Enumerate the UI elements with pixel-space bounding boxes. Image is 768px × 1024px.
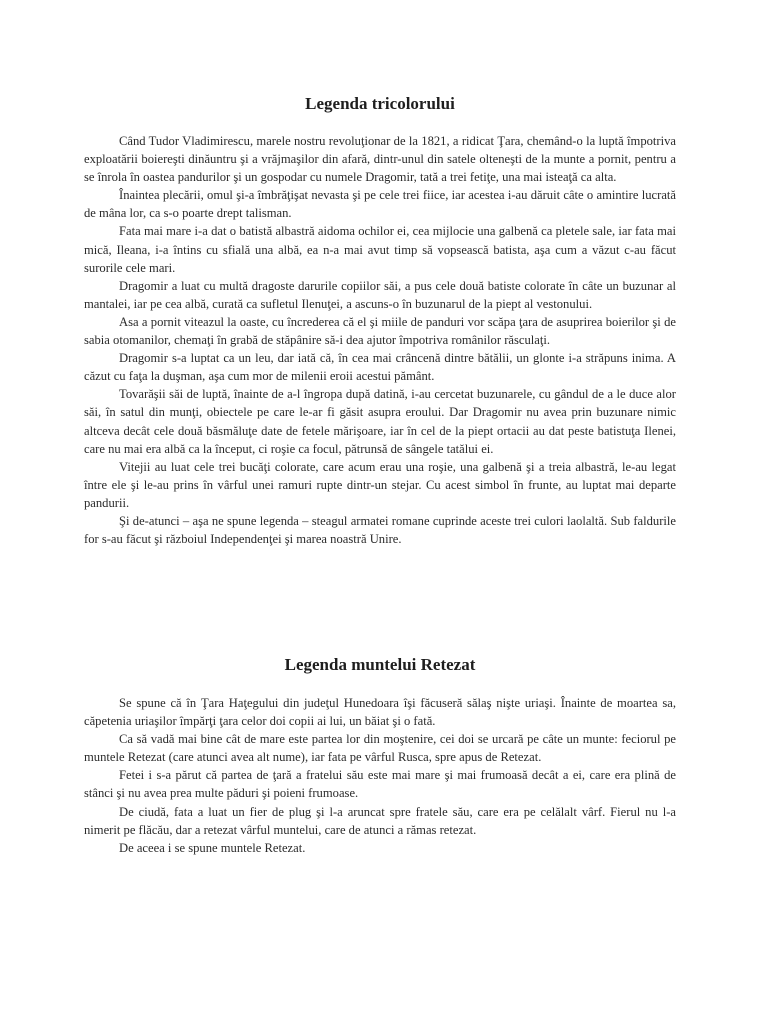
paragraph: Dragomir s-a luptat ca un leu, dar iată că, în cea mai crâncenă dintre bătălii, un glonte i-a străpuns inima. A căzut cu faţa la duşman, aşa cum mor de milenii eroii acestui pământ.: [84, 351, 676, 384]
legend-retezat-section: [84, 655, 676, 857]
paragraph: De ciudă, fata a luat un fier de plug şi l-a aruncat spre fratele său, care era pe celălalt vârf. Fierul nu l-a nimerit pe flăcău, dar a retezat vârful muntelui, care de atunci a rămas retezat.: [84, 804, 676, 837]
section-body: [84, 132, 676, 548]
paragraph: Fata mai mare i-a dat o batistă albastră aidoma ochilor ei, cea mijlocie una galbenă ca pletele sale, iar fata mai mică, Ileana, i-a întins cu sfială una albă, ea n-a mai avut timp să vopsească batista, aşa cum a văzut c-au făcut surorile cele mari.: [84, 224, 676, 275]
paragraph: Dragomir a luat cu multă dragoste darurile copiilor săi, a pus cele două batiste colorate în câte un buzunar al mantalei, iar pe cea albă, curată ca sufletul Ilenuţei, a ascuns-o în buzunarul de la piept al vestonului.: [84, 278, 676, 311]
paragraph: Tovarăşii săi de luptă, înainte de a-l îngropa după datină, i-au cercetat buzunarele, cu gândul de a le duce alor săi, în satul din munţi, obiectele pe care le-ar fi găsit asupra eroului. Dar Dragomir nu avea prin buzunare nimic altceva decât cele două băsmăluţe date de fetele mărişoare, iar în cel de la piept ortacii au dat peste batistuţa Ilenei, care nu mai era albă ca la început, ci roşie ca focul, pătrunsă de sângele tatălui ei.: [84, 387, 676, 456]
section-title: Legenda tricolorului: [305, 94, 455, 113]
paragraph: Când Tudor Vladimirescu, marele nostru revoluţionar de la 1821, a ridicat Ţara, chemând-o la luptă împotriva exploatării boiereşti dinăuntru şi a vrăjmaşilor din afară, dintr-unul din satele olteneşti de la munte a pornit, pentru a se înrola în oastea pandurilor şi un gospodar cu numele Dragomir, tată a trei fetiţe, una mai isteaţă ca alta.: [84, 134, 676, 185]
paragraph: De aceea i se spune muntele Retezat.: [119, 840, 306, 855]
paragraph: Asa a pornit viteazul la oaste, cu încrederea că el şi miile de panduri vor scăpa ţara de asuprirea boierilor şi de sabia otomanilor, chemaţi în grabă de stăpânire să-i dea ajutor împotriva românilor răsculaţi.: [84, 314, 676, 348]
paragraph: Vitejii au luat cele trei bucăţi colorate, care acum erau una roşie, una galbenă şi a treia albastră, le-au legat între ele şi le-au prins în vârful unei ramuri rupte dintr-un stejar. Cu acest simbol în frunte, au luptat mai departe pandurii.: [84, 459, 676, 510]
legend-tricolor-section: [84, 94, 676, 548]
paragraph: Şi de-atunci – aşa ne spune legenda – steagul armatei romane cuprinde aceste trei culori laolaltă. Sub faldurile for s-au făcut şi războiul Independenţei şi marea noastră Unire.: [84, 513, 676, 547]
paragraph: Ca să vadă mai bine cât de mare este partea lor din moştenire, cei doi se urcară pe câte un munte: feciorul pe muntele Retezat (care atunci avea alt nume), iar fata pe vârful Rusca, spre apus de Retezat.: [84, 732, 676, 765]
paragraph: Înaintea plecării, omul şi-a îmbrăţişat nevasta şi pe cele trei fiice, iar acestea i-au dăruit câte o amintire lucrată de mâna lor, ca s-o poarte drept talisman.: [84, 188, 676, 221]
section-title: Legenda muntelui Retezat: [284, 655, 476, 674]
section-body: [84, 694, 676, 857]
paragraph: Se spune că în Ţara Haţegului din judeţul Hunedoara îşi făcuseră sălaş nişte uriaşi. Înainte de moartea sa, căpetenia uriaşilor împărţi ţara celor doi copii ai lui, un băiat şi o fată.: [84, 696, 676, 729]
paragraph: Fetei i s-a părut că partea de ţară a fratelui său este mai mare şi mai frumoasă decât a ei, care era plină de stânci şi nu avea prea multe păduri şi poieni frumoase.: [84, 768, 676, 801]
